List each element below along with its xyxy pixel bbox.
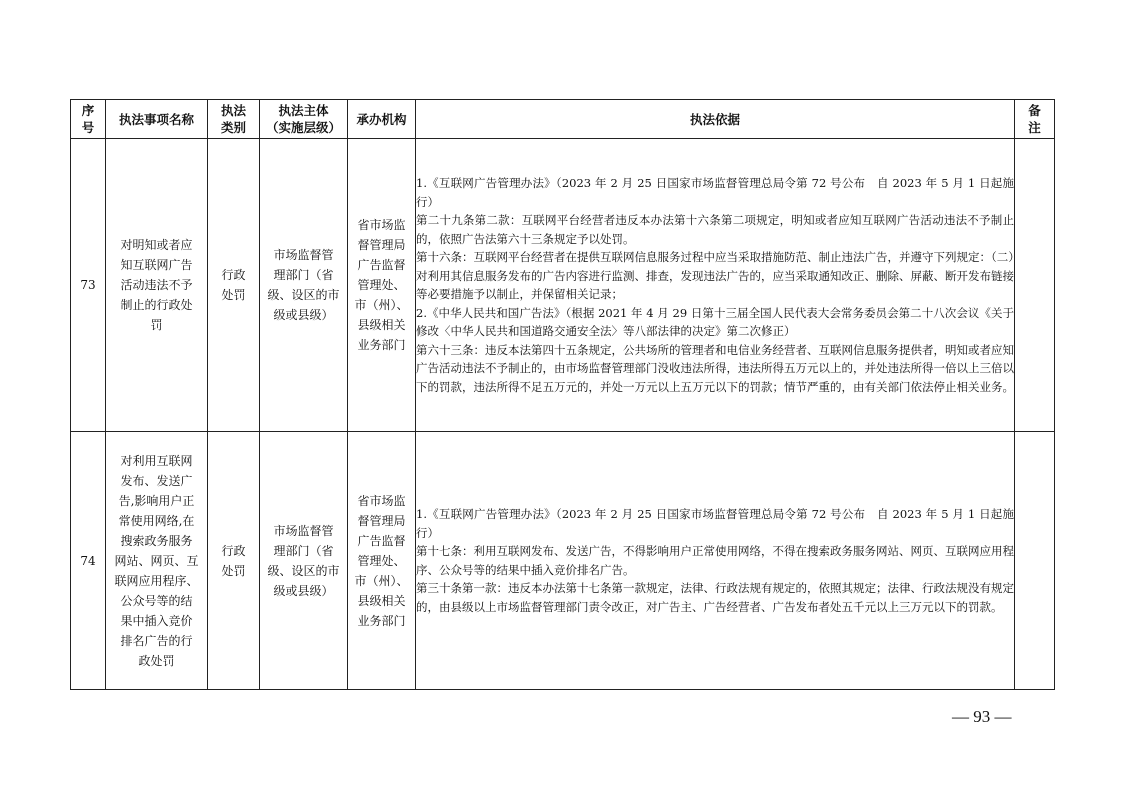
- enforcement-subject: 市场监督管 理部门（省 级、设区的市 级或县级）: [260, 139, 348, 432]
- enforcement-subject: 市场监督管 理部门（省 级、设区的市 级或县级）: [260, 432, 348, 690]
- header-basis: 执法依据: [416, 100, 1015, 139]
- basis-paragraph: 1.《互联网广告管理办法》（2023 年 2 月 25 日国家市场监督管理总局令第 72 号公布 自 2023 年 5 月 1 日起施行）: [416, 176, 1014, 209]
- item-name: 对明知或者应 知互联网广告 活动违法不予 制止的行政处 罚: [106, 139, 208, 432]
- remark: [1015, 139, 1055, 432]
- remark: [1015, 432, 1055, 690]
- basis-paragraph: 第十六条：互联网平台经营者在提供互联网信息服务过程中应当采取措施防范、制止违法广告，并遵守下列规定：（二）对利用其信息服务发布的广告内容进行监测、排查，发现违法广告的，应当采取通知改正、删除、屏蔽、断开发布链接等必要措施予以制止，并保留相关记录；: [416, 250, 1014, 301]
- header-item-name: 执法事项名称: [106, 100, 208, 139]
- header-subject: 执法主体 （实施层级）: [260, 100, 348, 139]
- table-row: [71, 139, 1055, 432]
- header-category: 执法 类别: [208, 100, 260, 139]
- enforcement-category: 行政 处罚: [208, 432, 260, 690]
- page-number: — 93 —: [952, 707, 1012, 726]
- legal-basis: [416, 432, 1015, 690]
- handling-org: 省市场监 督管理局 广告监督 管理处、 市（州）、 县级相关 业务部门: [348, 432, 416, 690]
- enforcement-category: 行政 处罚: [208, 139, 260, 432]
- enforcement-table: [70, 99, 1055, 690]
- basis-paragraph: 1.《互联网广告管理办法》（2023 年 2 月 25 日国家市场监督管理总局令第 72 号公布 自 2023 年 5 月 1 日起施行）: [416, 507, 1014, 540]
- header-no: 序 号: [71, 100, 106, 139]
- header-remark: 备 注: [1015, 100, 1055, 139]
- table-row: [71, 432, 1055, 690]
- header-row: [71, 100, 1055, 139]
- basis-paragraph: 2.《中华人民共和国广告法》（根据 2021 年 4 月 29 日第十三届全国人民代表大会常务委员会第二十八次会议《关于修改〈中华人民共和国道路交通安全法〉等八部法律的决定》第二次修正）: [416, 305, 1014, 338]
- basis-paragraph: 第六十三条：违反本法第四十五条规定，公共场所的管理者和电信业务经营者、互联网信息服务提供者，明知或者应知广告活动违法不予制止的，由市场监督管理部门没收违法所得，违法所得五万元以上的，并处违法所得一倍以上三倍以下的罚款，违法所得不足五万元的，并处一万元以上五万元以下的罚款；情节严重的，由有关部门依法停止相关业务。: [416, 342, 1014, 394]
- row-number: 74: [71, 432, 106, 690]
- handling-org: 省市场监 督管理局 广告监督 管理处、 市（州）、 县级相关 业务部门: [348, 139, 416, 432]
- basis-paragraph: 第十七条：利用互联网发布、发送广告，不得影响用户正常使用网络，不得在搜索政务服务网站、网页、互联网应用程序、公众号等的结果中插入竞价排名广告。: [416, 544, 1014, 577]
- row-number: 73: [71, 139, 106, 432]
- basis-paragraph: 第二十九条第二款：互联网平台经营者违反本办法第十六条第二项规定，明知或者应知互联网广告活动违法不予制止的，依照广告法第六十三条规定予以处罚。: [416, 213, 1014, 246]
- header-org: 承办机构: [348, 100, 416, 139]
- basis-paragraph: 第三十条第一款：违反本办法第十七条第一款规定，法律、行政法规有规定的，依照其规定；法律、行政法规没有规定的，由县级以上市场监督管理部门责令改正，对广告主、广告经营者、广告发布者处五千元以上三万元以下的罚款。: [416, 581, 1014, 614]
- legal-basis: [416, 139, 1015, 432]
- item-name: 对利用互联网 发布、发送广 告,影响用户正 常使用网络,在 搜索政务服务 网站、网页、互 联网应用程序、 公众号等的结 果中插入竞价 排名广告的行 政处罚: [106, 432, 208, 690]
